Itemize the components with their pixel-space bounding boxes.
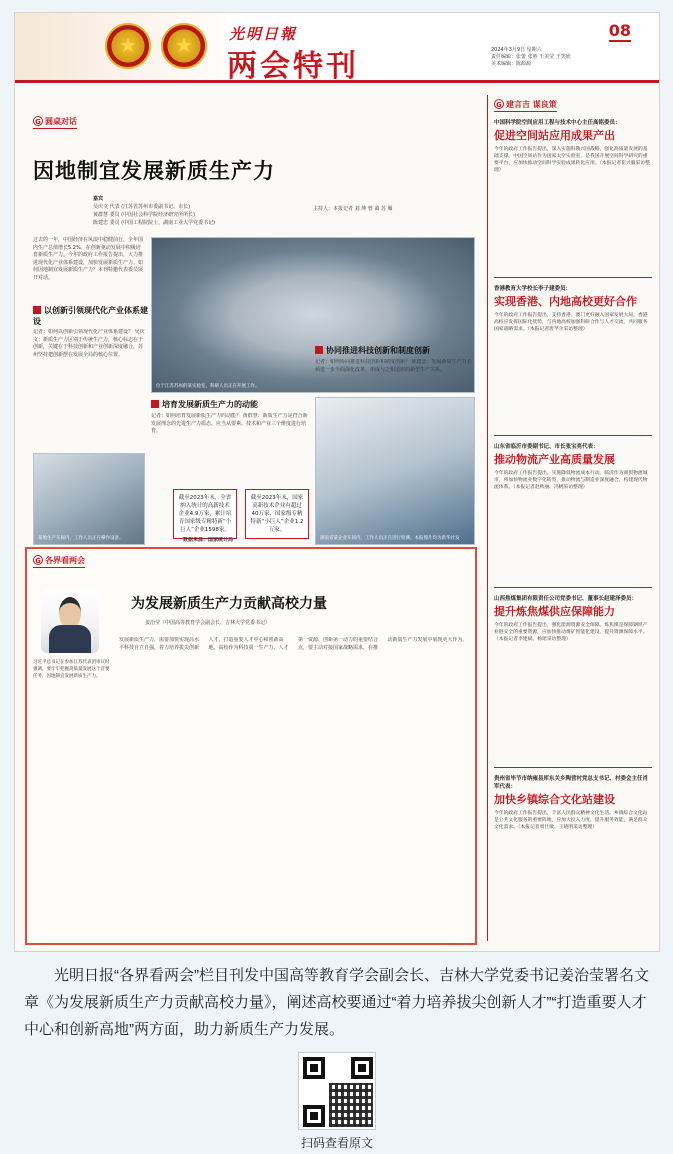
advice-item: 贵州省毕节市纳雍县厍东关乡陶营村党总支书记、村委会主任肖军代表： 加快乡镇综合文化站建设 今年的政府工作报告提出，丰富人民群众精神文化生活。乡镇综合文化站是公共文化服务的重要阵地，应加大投入力度，提升服务效能，满足群众文化需求。（本报记者周仕敏、王晓明采访整理） xyxy=(494,775,652,910)
advice-item: 山东省临沂市委副书记、市长张宝亮代表： 推动物流产业高质量发展 今年的政府工作报告提出，实施降低物流成本行动。临沂作为商贸物流城市，将加快物流业数字化转型，推动物流与制造业深度融合，构建现代物流体系。（本报记者赵秋丽、冯帆采访整理） xyxy=(494,443,652,566)
advice-item: 中国科学院空间应用工程与技术中心主任高铭委员： 促进空间站应用成果产出 今年的政府工作报告提出，深入实施科教兴国战略，强化高质量发展的基础支撑。中国空间站作为国家太空实验室，是我国开展空间科学研究的重要平台，应加快推动空间科学实验成果转化应用。（本报记者崔兴毅采访整理） xyxy=(494,119,652,254)
data-box-province: 截至2023年末，全省纳入统计的高新技术企业4.9万家，累计培育国家级专精特新“小巨人”企业1598家。 xyxy=(173,489,237,539)
opinion-headline: 为发展新质生产力贡献高校力量 xyxy=(131,596,327,612)
cppcc-emblem-icon xyxy=(161,23,207,69)
data-source: 数据来源：国家统计局 xyxy=(183,537,234,543)
advice-item: 山西焦煤集团有限责任公司党委书记、董事长赵建泽委员： 提升炼焦煤供应保障能力 今年的政府工作报告提出，强化能源资源安全保障。炼焦煤是保障钢铁产业链安全的重要资源，应加快推动煤矿智能化建设，提升资源保障水平。（本报记者李建斌、杨珺采访整理） xyxy=(494,595,652,740)
article-headline: 因地制宜发展新质生产力 xyxy=(33,158,275,183)
opinion-byline: 姜治莹（中国高等教育学会副会长、吉林大学党委书记） xyxy=(145,620,271,626)
lab-photo: 位于江苏苏州的某实验室，科研人员正在开展工作。 xyxy=(151,237,475,393)
subheading-2: 培育发展新质生产力的动能 xyxy=(151,399,311,410)
newspaper-brand: 光明日報 xyxy=(229,25,298,43)
divider xyxy=(494,767,652,768)
factory-photo: 湖南省某企业车间内，工作人员正在进行检测。本报图片均为新华社发 xyxy=(315,397,475,545)
national-emblem-icon xyxy=(105,23,151,69)
data-box-national: 截至2023年末，国家高新技术企业有超过40万家，国家级专精特新“小巨人”企业1.2万家。 xyxy=(245,489,309,539)
advice-title: 加快乡镇综合文化站建设 xyxy=(494,793,615,806)
section-title: 两会特刊 xyxy=(227,49,359,84)
section-tag-opinion: G 各界看两会 xyxy=(33,555,85,568)
guest-list: 嘉宾 吴庆文 代表 (江苏省苏州市委副书记、市长) 黄群慧 委员 (中国社会科学院经济研究所所长) 陈建忠 委员 (中国工程院院士，湖南工业大学党委书记) xyxy=(93,196,216,226)
edition-meta: 2024年3月9日 星期六 责任编辑：张蕾 张胜 王美莹 王笑欣 美术编辑：陈源源 xyxy=(491,47,571,67)
qr-label: 扫码查看原文 xyxy=(300,1136,373,1150)
article-intro: 过去的一年，中国经济在风浪中稳健前行，全年国内生产总值增长5.2%，在创新驱动发展中积极培育新质生产力。今年的政府工作报告提出，大力推进现代化产业体系建设，加快发展新质生产力。如何因地制宜发展新质生产力？本刊特邀代表委员展开对话。 xyxy=(33,237,144,281)
advice-item: 香港教育大学校长李子建委员： 实现香港、内地高校更好合作 今年的政府工作报告提出，支持香港、澳门更好融入国家发展大局。香港高校应发挥国际化优势，与内地高校加强科研合作与人才交流，共同服务国家战略需求。（本报记者唐芊尔采访整理） xyxy=(494,285,652,420)
advice-title: 促进空间站应用成果产出 xyxy=(494,129,615,142)
advice-title: 提升炼焦煤供应保障能力 xyxy=(494,605,615,618)
workshop-photo: 某地生产车间内，工作人员正在操作设备。 xyxy=(33,453,145,545)
body-text-2: 记者：如何培育发展新质生产力的动能？ 黄群慧：新质生产力是符合新发展理念的先进生产力质态，应当从要素、技术和产业三个维度进行培育。 xyxy=(151,413,308,434)
page-number: 08 xyxy=(608,21,631,40)
body-text-3: 记者：如何协同推进科技创新和制度创新？ 陈建忠：发展新质生产力必须进一步全面深化改革，形成与之相适应的新型生产关系。 xyxy=(315,359,472,373)
section-tag-advice: G 建言吉 谋良策 xyxy=(494,99,557,112)
opinion-article-frame xyxy=(25,547,477,945)
qr-code-icon[interactable] xyxy=(298,1052,376,1130)
body-text-1: 记者：如何以创新引领现代化产业体系建设？ 吴庆文：新质生产力区别于传统生产力，核心标志在于创新，关键在于科技创新和产业创新深度融合，苏州坚持把创新摆在发展全局的核心位置。 xyxy=(33,329,145,358)
divider xyxy=(494,587,652,588)
advice-column xyxy=(487,95,653,941)
divider xyxy=(494,277,652,278)
newspaper-page xyxy=(14,12,660,952)
host-line: 主持人：本报记者 刘 坤 曾 蔼 苏 雁 xyxy=(313,206,393,212)
opinion-body: 发展新质生产力，需要加快实现高水平科技自立自强，着力培养拔尖创新人才，打造重要人才中心和创新高地。高校作为科技第一生产力、人才第一资源、创新第一动力的重要结合点，要主动对接国家战略需求，在推动新质生产力发展中展现更大作为。 xyxy=(119,637,468,651)
author-portrait xyxy=(41,589,99,653)
masthead xyxy=(15,13,660,83)
advice-title: 推动物流产业高质量发展 xyxy=(494,453,615,466)
subheading-3: 协同推进科技创新和制度创新 xyxy=(315,345,475,356)
portrait-caption: 习近平总书记在参加江苏代表团审议时强调，要牢牢把握高质量发展这个首要任务，因地制宜发展新质生产力。 xyxy=(33,660,110,679)
article-caption: 光明日报“各界看两会”栏目刊发中国高等教育学会副会长、吉林大学党委书记姜治莹署名文章《为发展新质生产力贡献高校力量》，阐述高校要通过“着力培养拔尖创新人才”“打造重要人才中心和创新高地”两方面，助力新质生产力发展。 xyxy=(24,967,649,1038)
section-tag-roundtable: G 圆桌对话 xyxy=(33,116,77,129)
advice-title: 实现香港、内地高校更好合作 xyxy=(494,295,637,308)
divider xyxy=(494,435,652,436)
subheading-1: 以创新引领现代化产业体系建设 xyxy=(33,306,148,326)
